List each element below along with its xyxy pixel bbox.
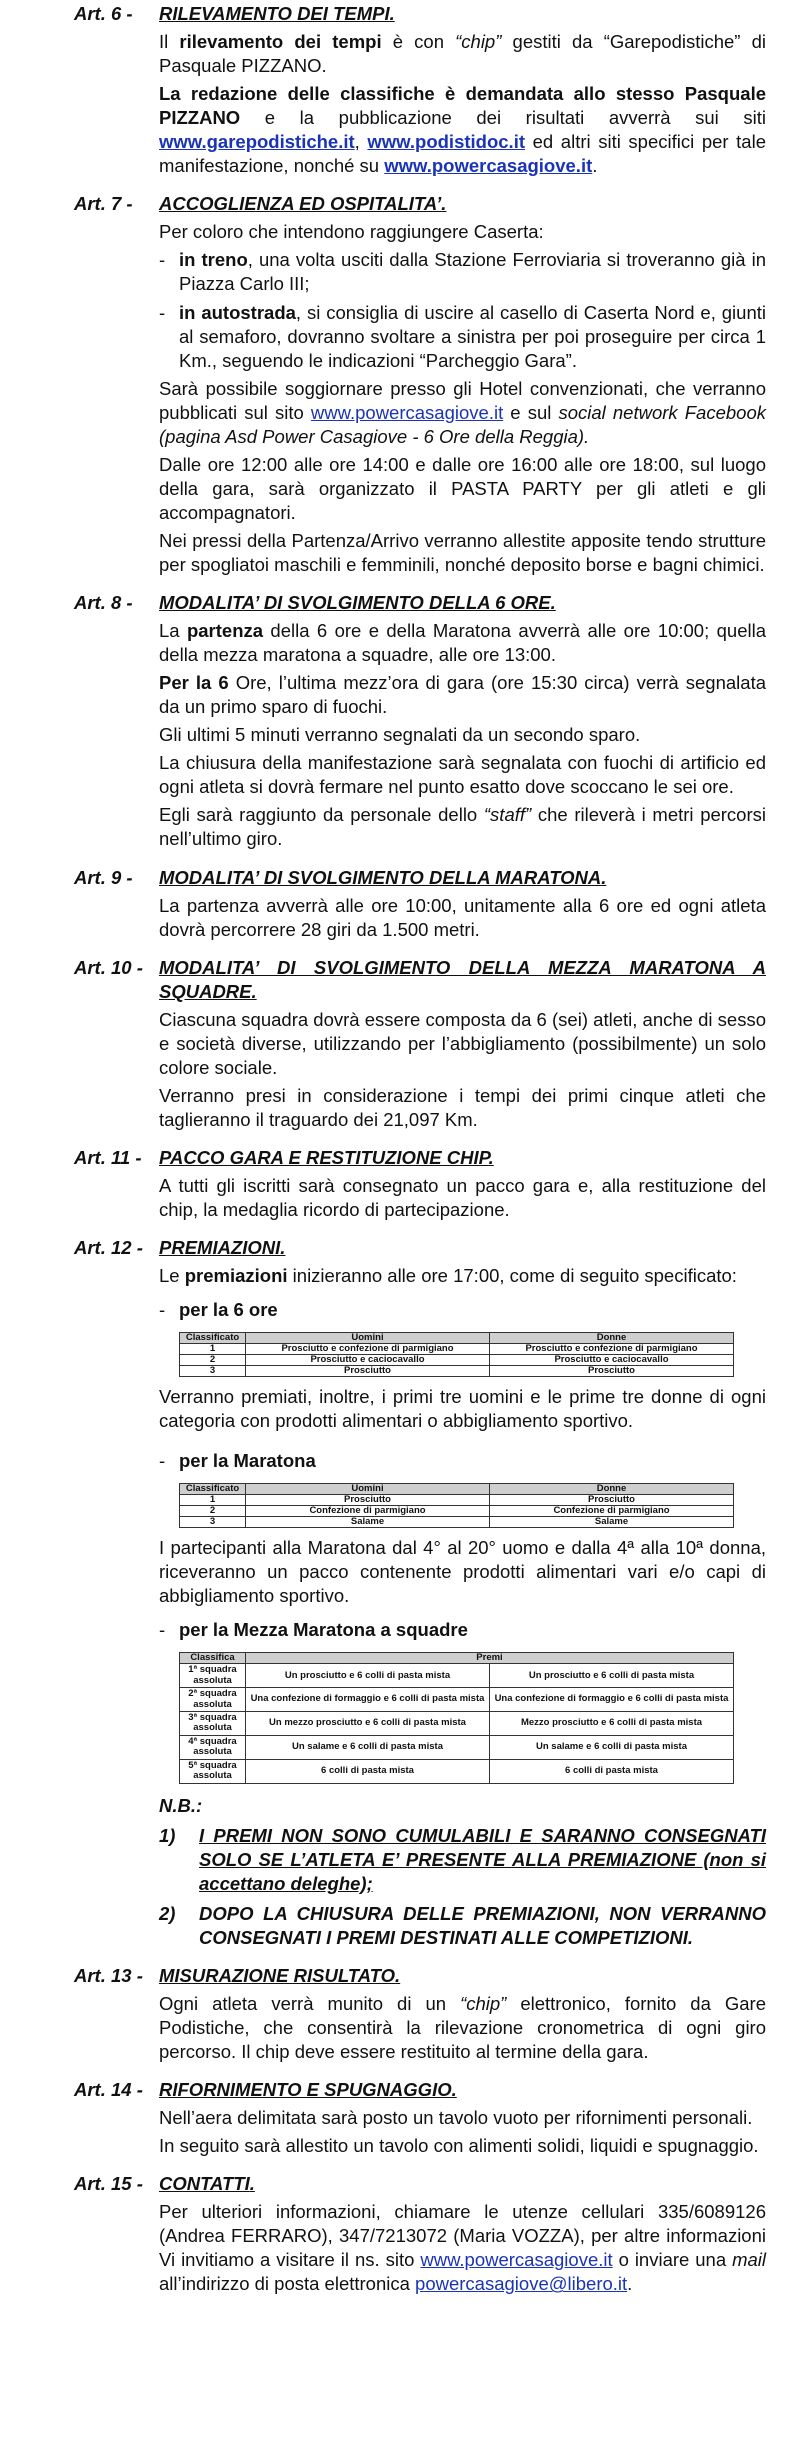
article-14: [74, 2078, 766, 2158]
paragraph: Per ulteriori informazioni, chiamare le utenze cellulari 335/6089126 (Andrea FERRARO), 347/7213072 (Maria VOZZA), per altre informazioni Vi invitiamo a visitare il ns. sito www.powercasagiove.it o inviare una mail all’indirizzo di posta elettronica powercasagiove@libero.it.: [159, 2201, 766, 2295]
paragraph: Sarà possibile soggiornare presso gli Hotel convenzionati, che verranno pubblicati sul sito www.powercasagiove.it e sul social network Facebook (pagina Asd Power Casagiove - 6 Ore della Reggia).: [159, 377, 766, 447]
nota-bene-label: N.B.:: [159, 1794, 203, 1816]
article-title: MODALITA’ DI SVOLGIMENTO DELLA 6 ORE.: [159, 592, 556, 614]
article-number: Art. 10 -: [74, 956, 143, 978]
table-row: 1 Prosciutto Prosciutto: [180, 1495, 734, 1506]
article-15-heading: [74, 2172, 766, 2196]
article-title: CONTATTI.: [159, 2173, 255, 2195]
article-7-heading: [74, 192, 766, 216]
nota-bene-item: 1) I PREMI NON SONO CUMULABILI E SARANNO CONSEGNATI SOLO SE L’ATLETA E’ PRESENTE ALLA PREMIAZIONE (non si accettano deleghe);: [159, 1824, 766, 1894]
article-7: [74, 192, 766, 577]
paragraph: Ogni atleta verrà munito di un “chip” elettronico, fornito da Gare Podistiche, che consentirà la rilevazione cronometrica di ogni giro percorso. Il chip deve essere restituito al termine della gara.: [159, 1993, 766, 2063]
article-number: Art. 13 -: [74, 1964, 143, 1986]
link-podistidoc[interactable]: www.podistidoc.it: [367, 131, 525, 153]
paragraph: Verranno premiati, inoltre, i primi tre uomini e le prime tre donne di ogni categoria con prodotti alimentari o abbigliamento sportivo.: [159, 1386, 766, 1432]
paragraph: La partenza avverrà alle ore 10:00, unitamente alla 6 ore ed ogni atleta dovrà percorrere 28 giri da 1.500 metri.: [159, 894, 766, 940]
article-number: Art. 12 -: [74, 1237, 143, 1259]
article-6: [74, 2, 766, 178]
paragraph: Ciascuna squadra dovrà essere composta da 6 (sei) atleti, anche di sesso e società diverse, utilizzando per l’abbigliamento (possibilmente) un solo colore sociale.: [159, 1008, 766, 1078]
paragraph: Per la 6 Ore, l’ultima mezz’ora di gara (ore 15:30 circa) verrà segnalata da un primo sparo di fuochi.: [159, 672, 767, 718]
article-title: MODALITA’ DI SVOLGIMENTO DELLA MEZZA MARATONA A SQUADRE.: [159, 956, 766, 1002]
table-header: Premi: [246, 1653, 734, 1664]
article-title: MODALITA’ DI SVOLGIMENTO DELLA MARATONA.: [159, 866, 607, 888]
article-number: Art. 6 -: [74, 3, 133, 24]
article-10-heading: [74, 956, 766, 1004]
article-title: RIFORNIMENTO E SPUGNAGGIO.: [159, 2079, 457, 2101]
paragraph: Nei pressi della Partenza/Arrivo verranno allestite apposite tendo strutture per spogliatoi maschili e femminili, nonché deposito borse e bagni chimici.: [159, 529, 766, 575]
paragraph: Per coloro che intendono raggiungere Caserta:: [159, 221, 544, 243]
article-8: [74, 591, 766, 851]
article-8-heading: [74, 591, 766, 615]
paragraph: La chiusura della manifestazione sarà segnalata con fuochi di artificio ed ogni atleta si dovrà fermare nel punto esatto dove scoccano le sei ore.: [159, 752, 766, 798]
article-6-heading: [74, 2, 766, 26]
prize-table-mezza-maratona: [179, 1652, 734, 1783]
paragraph: Nell’aera delimitata sarà posto un tavolo vuoto per rifornimenti personali.: [159, 2107, 753, 2129]
prize-table-maratona: [179, 1483, 734, 1528]
prize-table-6-ore: [179, 1332, 734, 1377]
article-title: MISURAZIONE RISULTATO.: [159, 1964, 401, 1986]
paragraph: Gli ultimi 5 minuti verranno segnalati da un secondo sparo.: [159, 724, 641, 746]
paragraph: Egli sarà raggiunto da personale dello “staff” che rileverà i metri percorsi nell’ultimo giro.: [159, 804, 766, 850]
article-13-heading: [74, 1964, 766, 1988]
paragraph: Dalle ore 12:00 alle ore 14:00 e dalle ore 16:00 alle ore 18:00, sul luogo della gara, sarà organizzato il PASTA PARTY per gli atleti e gli accompagnatori.: [159, 453, 766, 523]
table-header: Uomini: [246, 1333, 490, 1344]
table-row: 3 Salame Salame: [180, 1517, 734, 1528]
article-10: [74, 956, 766, 1132]
table-header: Classificato: [180, 1484, 246, 1495]
table-header: Donne: [490, 1484, 734, 1495]
table-row: 5ª squadra assoluta 6 colli di pasta mista 6 colli di pasta mista: [180, 1759, 734, 1783]
article-title: ACCOGLIENZA ED OSPITALITA’.: [159, 193, 447, 215]
paragraph: I partecipanti alla Maratona dal 4° al 20° uomo e dalla 4ª alla 10ª donna, riceveranno un pacco contenente prodotti alimentari vari e/o capi di abbigliamento sportivo.: [159, 1537, 766, 1607]
article-number: Art. 14 -: [74, 2079, 143, 2101]
article-11-heading: [74, 1146, 766, 1170]
table-row: 3ª squadra assoluta Un mezzo prosciutto e 6 colli di pasta mista Mezzo prosciutto e 6 colli di pasta mista: [180, 1712, 734, 1736]
email-link[interactable]: powercasagiove@libero.it: [415, 2273, 628, 2295]
paragraph: In seguito sarà allestito un tavolo con alimenti solidi, liquidi e spugnaggio.: [159, 2135, 759, 2157]
link-garepodistiche[interactable]: www.garepodistiche.it: [159, 131, 355, 153]
nota-bene-item: 2) DOPO LA CHIUSURA DELLE PREMIAZIONI, NON VERRANNO CONSEGNATI I PREMI DESTINATI ALLE COMPETIZIONI.: [159, 1902, 766, 1948]
article-9-heading: [74, 866, 766, 890]
article-number: Art. 9 -: [74, 866, 133, 888]
table-row: 2 Confezione di parmigiano Confezione di parmigiano: [180, 1506, 734, 1517]
paragraph: A tutti gli iscritti sarà consegnato un pacco gara e, alla restituzione del chip, la medaglia ricordo di partecipazione.: [159, 1175, 766, 1221]
table-header: Uomini: [246, 1484, 490, 1495]
paragraph: Verranno presi in considerazione i tempi dei primi cinque atleti che taglieranno il traguardo dei 21,097 Km.: [159, 1084, 766, 1130]
article-15: [74, 2172, 766, 2296]
list-item: - in treno, una volta usciti dalla Stazione Ferroviaria si troveranno già in Piazza Carlo III;: [159, 249, 766, 295]
list-item: - in autostrada, si consiglia di uscire al casello di Caserta Nord e, giunti al semaforo, dovranno svoltare a sinistra per poi proseguire per circa 1 Km., seguendo le indicazioni “Parcheggio Gara”.: [159, 301, 766, 371]
paragraph: Le premiazioni inizieranno alle ore 17:00, come di seguito specificato:: [159, 1265, 737, 1287]
table-header: Classifica: [180, 1653, 246, 1664]
link-powercasagiove[interactable]: www.powercasagiove.it: [310, 401, 504, 423]
article-9: [74, 866, 766, 942]
paragraph: La partenza della 6 ore e della Maratona avverrà alle ore 10:00; quella della mezza maratona a squadre, alle ore 13:00.: [159, 620, 767, 666]
article-14-heading: [74, 2078, 766, 2102]
article-13: [74, 1964, 766, 2064]
article-title: RILEVAMENTO DEI TEMPI.: [159, 3, 395, 24]
table-row: 4ª squadra assoluta Un salame e 6 colli di pasta mista Un salame e 6 colli di pasta mista: [180, 1735, 734, 1759]
paragraph: Il rilevamento dei tempi è con “chip” gestiti da “Garepodistiche” di Pasquale PIZZANO.: [159, 31, 766, 77]
table-row: 1ª squadra assoluta Un prosciutto e 6 colli di pasta mista Un prosciutto e 6 colli di pasta mista: [180, 1664, 734, 1688]
article-number: Art. 8 -: [74, 592, 133, 614]
link-powercasagiove[interactable]: www.powercasagiove.it: [420, 2249, 613, 2271]
table-row: 2ª squadra assoluta Una confezione di formaggio e 6 colli di pasta mista Una confezione di formaggio e 6 colli di pasta mista: [180, 1688, 734, 1712]
subheading-6-ore: - per la 6 ore: [159, 1299, 278, 1321]
table-row: 3 Prosciutto Prosciutto: [180, 1366, 734, 1377]
article-12: [74, 1236, 766, 1950]
article-11: [74, 1146, 766, 1222]
link-powercasagiove[interactable]: www.powercasagiove.it: [384, 155, 593, 177]
subheading-mezza-maratona: - per la Mezza Maratona a squadre: [159, 1619, 468, 1641]
article-title: PACCO GARA E RESTITUZIONE CHIP.: [159, 1146, 494, 1168]
subheading-maratona: - per la Maratona: [159, 1450, 316, 1472]
table-row: 2 Prosciutto e caciocavallo Prosciutto e caciocavallo: [180, 1355, 734, 1366]
article-12-heading: [74, 1236, 766, 1260]
article-number: Art. 11 -: [74, 1146, 142, 1168]
article-title: PREMIAZIONI.: [159, 1237, 286, 1259]
table-header: Classificato: [180, 1333, 246, 1344]
table-header: Donne: [490, 1333, 734, 1344]
article-number: Art. 7 -: [74, 193, 133, 215]
table-row: 1 Prosciutto e confezione di parmigiano Prosciutto e confezione di parmigiano: [180, 1344, 734, 1355]
paragraph: La redazione delle classifiche è demandata allo stesso Pasquale PIZZANO e la pubblicazione dei risultati avverrà sui siti www.garepodistiche.it, www.podistidoc.it ed altri siti specifici per tale manifestazione, nonché su www.powercasagiove.it.: [159, 83, 766, 177]
article-number: Art. 15 -: [74, 2173, 143, 2195]
